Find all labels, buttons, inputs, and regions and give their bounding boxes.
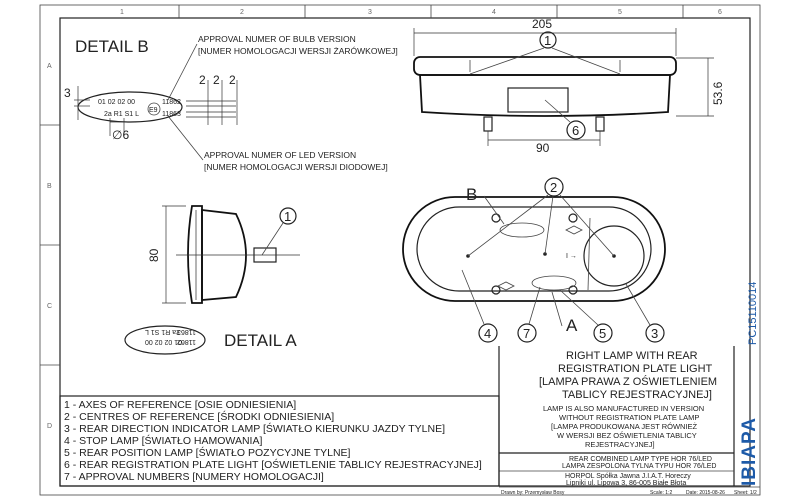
front-label-a: A [566, 316, 578, 335]
detail-a [125, 326, 297, 354]
mirror-row2: 2a R1 S1 L [144, 328, 180, 335]
screw-top [492, 214, 500, 222]
legend [60, 396, 499, 486]
legend-item-6: 6 - REAR REGISTRATION PLATE LIGHT [OŚWIETLENIE TABLICY REJESTRACYJNEJ] [64, 459, 482, 471]
callout-5-front-text: 5 [599, 326, 607, 341]
legend-item-2: 2 - CENTRES OF REFERENCE [ŚRODKI ODNIESIENIA] [64, 411, 335, 423]
note-line-5: REJESTRACYJNEJ] [585, 440, 655, 449]
plate-light-housing [508, 88, 568, 112]
title-line-3: [LAMPA PRAWA Z OŚWIETLENIEM [539, 376, 718, 388]
lamp-front-outer [403, 197, 665, 301]
drawing-code: PC15110014 [747, 281, 759, 345]
bolt-right [596, 117, 604, 131]
front-label-b: B [466, 185, 478, 204]
title-block [499, 282, 760, 496]
grid-row-b: B [47, 183, 52, 190]
leader-led [168, 116, 203, 160]
side-view [147, 206, 300, 303]
callout-4-front-text: 4 [484, 326, 492, 341]
legend-item-1: 1 - AXES OF REFERENCE [OSIE ODNIESIENIA] [64, 399, 297, 411]
lamp-top-body [420, 75, 670, 116]
scale: Scale: 1:2 [650, 490, 673, 496]
callout-1-side-text: 1 [284, 209, 292, 224]
drawn-by: Drawn by: Przemysław Bosy [501, 490, 565, 496]
mirror-row1: 01 02 02 00 [145, 338, 182, 345]
callout-3-front-text: 3 [651, 326, 659, 341]
note-line-4: W WERSJI BEZ OŚWIETLENIA TABLICY [557, 431, 697, 440]
marking-row2: 2a R1 S1 L [104, 111, 140, 118]
approval-mark-b [500, 223, 544, 237]
grid-column-labels [120, 5, 722, 18]
company-line-1: HORPOL Spółka Jawna J.I.A.T. Horeczy [565, 473, 691, 480]
note-line-2: WITHOUT REGISTRATION PLATE LAMP [559, 413, 700, 422]
callout-7-front-text: 7 [523, 326, 531, 341]
lamp-side-lens [188, 206, 202, 303]
screw-top-right [569, 214, 577, 222]
grid-row-c: C [47, 303, 53, 310]
grid-col-4: 4 [492, 9, 496, 16]
dim-2a: 2 [199, 73, 206, 87]
type-line-1: REAR COMBINED LAMP TYPE HOR 76/LED [569, 456, 712, 463]
marking-row1: 01 02 02 00 [98, 99, 135, 106]
approval-bulb-line1: APPROVAL NUMER OF BULB VERSION [198, 34, 356, 44]
dim-90: 90 [536, 141, 550, 155]
lamp-top-lens [414, 57, 676, 75]
note-line-3: [LAMPA PRODUKOWANA JEST RÓWNIEŻ [551, 422, 698, 431]
title-line-4: TABLICY REJESTRACYJNEJ] [562, 389, 712, 401]
grid-col-2: 2 [240, 9, 244, 16]
plate-light-mark: I → [566, 253, 577, 260]
approval-led-line2: [NUMER HOMOLOGACJI WERSJI DIODOWEJ] [204, 162, 388, 172]
callout-1-top-text: 1 [544, 33, 552, 48]
legend-item-7: 7 - APPROVAL NUMBERS [NUMERY HOMOLOGACJI] [64, 471, 324, 483]
callout-2-front-text: 2 [550, 180, 558, 195]
legend-item-5: 5 - REAR POSITION LAMP [ŚWIATŁO POZYCYJNE TYLNE] [64, 447, 351, 459]
sheet: Sheet: 1/2 [734, 490, 757, 496]
front-view [403, 178, 665, 342]
dim-53-6: 53.6 [711, 81, 725, 105]
legend-item-4: 4 - STOP LAMP [ŚWIATŁO HAMOWANIA] [64, 435, 263, 447]
company-line-2: Lipniki ul. Lipowa 3, 86-005 Białe Błota [566, 480, 687, 487]
title-line-1: RIGHT LAMP WITH REAR [566, 350, 698, 362]
marking-num1: 11862 [162, 99, 181, 106]
grid-col-3: 3 [368, 9, 372, 16]
note-line-1: LAMP IS ALSO MANUFACTURED IN VERSION [543, 404, 705, 413]
mirror-num2: 11863 [177, 328, 196, 335]
dim-80: 80 [147, 248, 161, 262]
screw-bottom [492, 286, 500, 294]
top-view [414, 17, 725, 155]
mirror-num1: 11862 [177, 338, 196, 345]
detail-b-title: DETAIL B [75, 37, 149, 56]
legend-item-3: 3 - REAR DIRECTION INDICATOR LAMP [ŚWIATŁO KIERUNKU JAZDY TYLNE] [64, 423, 445, 435]
detail-b [64, 34, 398, 172]
grid-row-d: D [47, 423, 53, 430]
dim-phi6: ∅6 [112, 128, 130, 142]
grid-col-5: 5 [618, 9, 622, 16]
approval-led-line1: APPROVAL NUMER OF LED VERSION [204, 150, 357, 160]
date: Date: 2015-08-26 [686, 490, 725, 496]
dim-2b: 2 [213, 73, 220, 87]
diamond-mark-upper [566, 226, 582, 234]
dim-205: 205 [532, 17, 553, 31]
title-line-2: REGISTRATION PLATE LIGHT [558, 363, 713, 375]
type-line-2: LAMPA ZESPOLONA TYLNA TYPU HOR 76/LED [562, 463, 717, 470]
lamp-front-inner [417, 207, 651, 291]
screw-bottom-right [569, 286, 577, 294]
marking-e: E9 [149, 107, 158, 114]
grid-col-6: 6 [718, 9, 722, 16]
dim-3: 3 [64, 86, 71, 100]
approval-bulb-line2: [NUMER HOMOLOGACJI WERSJI ŻARÓWKOWEJ] [198, 46, 398, 56]
company-logo: IBIAPA [739, 417, 760, 486]
detail-a-title: DETAIL A [224, 331, 297, 350]
dim-2c: 2 [229, 73, 236, 87]
leader-bulb [168, 44, 197, 100]
grid-col-1: 1 [120, 9, 124, 16]
callout-6-top-text: 6 [572, 123, 580, 138]
marking-num2: 11863 [162, 111, 181, 118]
bolt-left [484, 117, 492, 131]
grid-row-a: A [47, 63, 52, 70]
approval-mark-a [532, 276, 576, 290]
grid-row-labels [40, 63, 60, 430]
